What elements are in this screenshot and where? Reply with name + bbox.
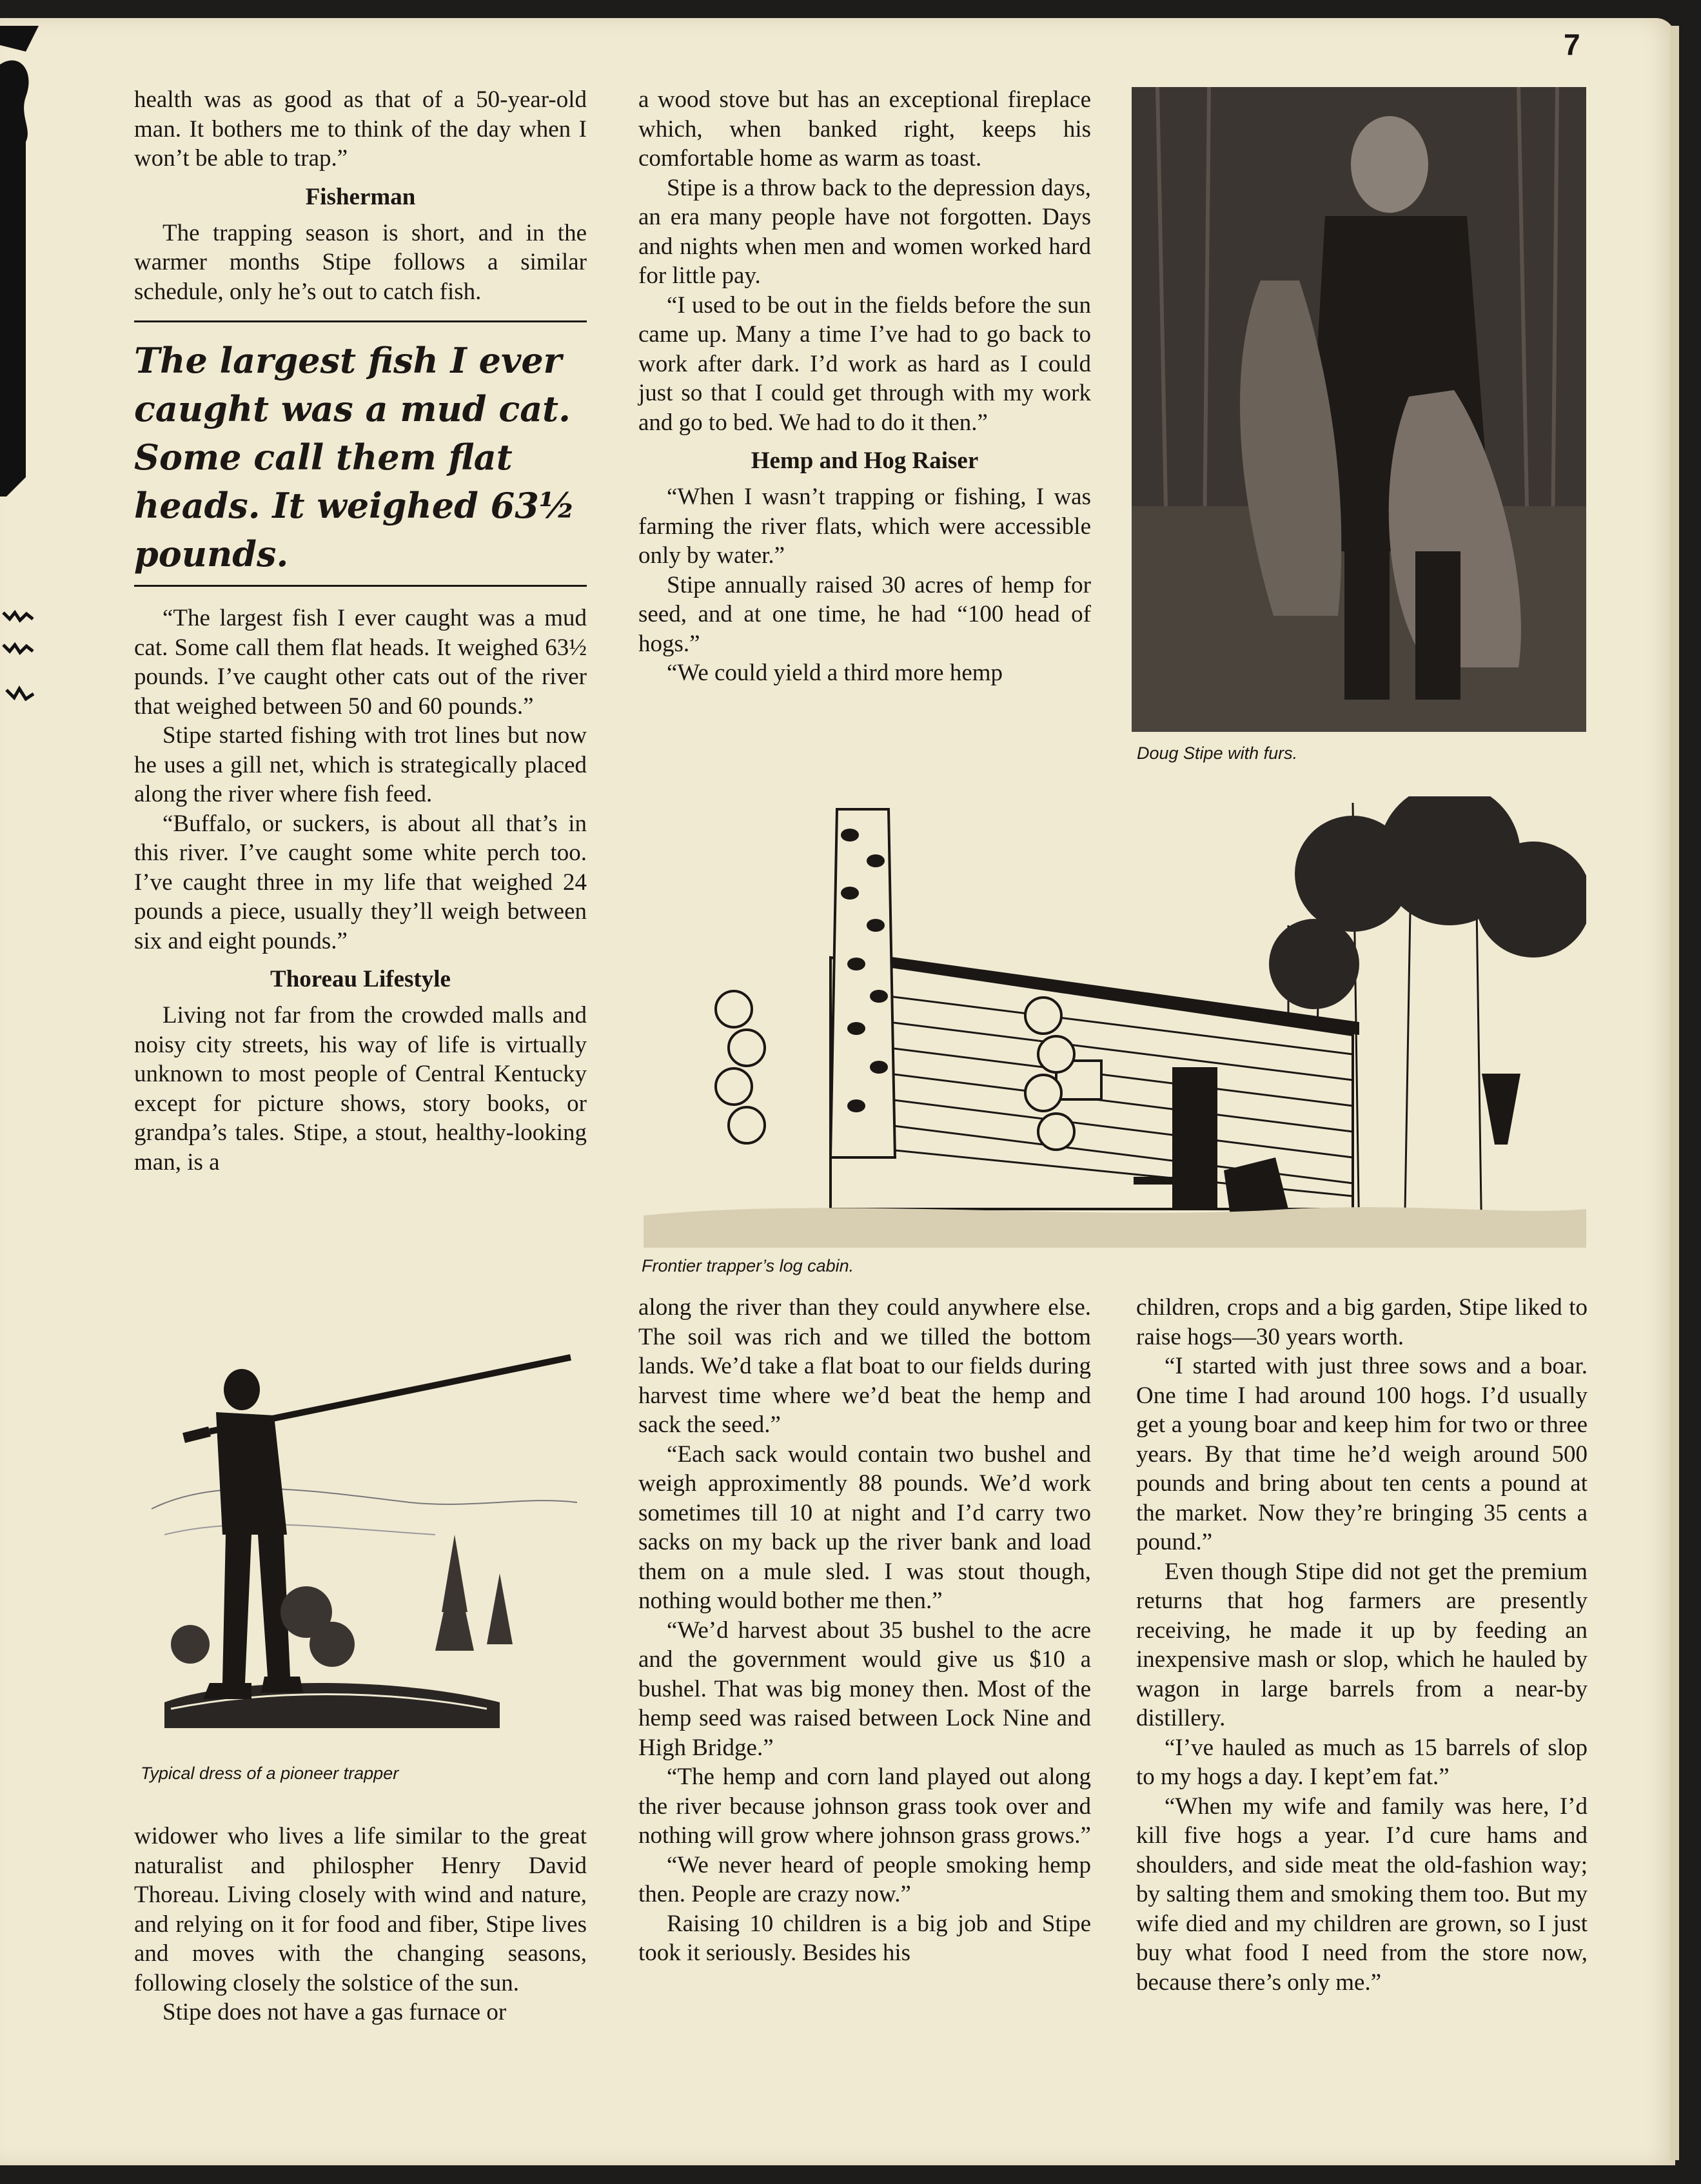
column-1 [134,85,587,1177]
paragraph: widower who lives a life similar to the great naturalist and philospher Henry David Thoreau. Living closely with wind and nature, and relying on it for food and fiber, Stipe lives and moves with the changing seasons, following closely the solstice of the sun. [134,1823,587,1996]
paragraph: Stipe annually raised 30 acres of hemp for seed, and at one time, he had “100 head of hogs.” [638,571,1091,657]
paragraph: “When I wasn’t trapping or fishing, I was farming the river flats, which were accessible only by water.” [638,484,1091,569]
photo-caption: Doug Stipe with furs. [1137,743,1298,763]
trapper-caption: Typical dress of a pioneer trapper [141,1764,399,1783]
section-heading-hemp: Hemp and Hog Raiser [751,448,979,474]
cabin-caption: Frontier trapper’s log cabin. [642,1256,854,1275]
facing-page-artwork [0,26,39,497]
trapper-illustration [139,1341,577,1754]
column-2-continued [638,1293,1091,1968]
paragraph: “When my wife and family was here, I’d kill five hogs a year. I’d cure hams and shoulders, and side meat the old-fashion way; by salting them and smoking them too. But my wife died and my children are grown, so I just buy what food I need from the store now, because there’s only me.” [1136,1793,1588,1996]
paragraph: “The largest fish I ever caught was a mud cat. Some call them flat heads. It weighed 63½ pounds. I’ve caught other cats out of the river that weighed between 50 and 60 pounds.” [134,605,587,720]
section-heading-fisherman: Fisherman [305,183,416,210]
facing-page-scribbles [0,600,39,729]
page-edge [1670,26,1679,2160]
paragraph: Living not far from the crowded malls and noisy city streets, his way of life is virtually unknown to most people of Central Kentucky except for picture shows, story books, or grandpa’s tales. Stipe, a stout, healthy-looking man, is a [134,1002,587,1176]
page-number: 7 [1564,28,1580,61]
paragraph: “We could yield a third more hemp [667,660,1003,686]
paragraph: “I started with just three sows and a boar. One time I had around 100 hogs. I’d usually get a young boar and keep him for two or three years. By that time he’d weigh around 500 pounds and bring about ten cents a pound at the market. Now they’re bringing 35 cents a pound.” [1136,1353,1588,1555]
column-1-continued [134,1822,587,2027]
paragraph: children, crops and a big garden, Stipe liked to raise hogs—30 years worth. [1136,1294,1588,1350]
paragraph: “I’ve hauled as much as 15 barrels of slop to my hogs a day. I kept’em fat.” [1136,1734,1588,1790]
pull-quote [134,320,587,587]
paragraph: Raising 10 children is a big job and Stipe took it seriously. Besides his [638,1910,1091,1966]
paragraph: “Buffalo, or suckers, is about all that’s in this river. I’ve caught some white perch too. I’ve caught three in my life that weighed 24 pounds a piece, usually they’ll weigh between six and eight pounds.” [134,810,587,954]
paragraph: Even though Stipe did not get the premium returns that hog farmers are presently receiving, he made it up by feeding an inexpensive mash or slop, which he hauled by wagon in large barrels from a near-by distillery. [1136,1558,1588,1731]
paragraph: Stipe is a throw back to the depression days, an era many people have not forgotten. Days and nights when men and women worked hard for little pay. [638,174,1091,289]
paragraph: The trapping season is short, and in the warmer months Stipe follows a similar schedule, only he’s out to catch fish. [134,219,587,305]
column-2 [638,85,1091,688]
log-cabin-illustration [644,796,1586,1248]
paragraph: a wood stove but has an exceptional fireplace which, when banked right, keeps his comfortable home as warm as toast. [638,86,1091,172]
section-heading-thoreau: Thoreau Lifestyle [270,966,451,992]
paragraph: health was as good as that of a 50-year-old man. It bothers me to think of the day when I won’t be able to trap.” [134,86,587,172]
paragraph: along the river than they could anywhere else. The soil was rich and we tilled the bottom lands. We’d take a flat boat to our fields during harvest time where we’d beat the hemp and sack the seed.” [638,1294,1091,1438]
photo-doug-stipe [1132,87,1586,732]
paragraph: “We never heard of people smoking hemp then. People are crazy now.” [638,1851,1091,1907]
paragraph: “We’d harvest about 35 bushel to the acre and the government would give us $10 a bushel. That was big money then. Most of the hemp seed was raised between Lock Nine and High Bridge.” [638,1617,1091,1761]
paragraph: “The hemp and corn land played out along the river because johnson grass took over and nothing will grow where johnson grass grows.” [638,1764,1091,1849]
paragraph: “Each sack would contain two bushel and weigh approximently 88 pounds. We’d work sometimes till 10 at night and I’d carry two sacks on my back up the river bank and load them on a mule sled. I was stout though, nothing would bother me then.” [638,1441,1091,1614]
paragraph: “I used to be out in the fields before the sun came up. Many a time I’ve had to go back to work after dark. I’d work as hard as I could just so that I could get through with my work and go to bed. We had to do it then.” [638,291,1091,436]
pull-quote-text: The largest fish I ever caught was a mud cat. Some call them flat heads. It weighed 63½ pounds. [134,340,576,575]
paragraph: Stipe started fishing with trot lines but now he uses a gill net, which is strategically placed along the river where fish feed. [134,722,587,807]
paragraph: Stipe does not have a gas furnace or [162,1999,507,2025]
column-3 [1136,1293,1588,1997]
